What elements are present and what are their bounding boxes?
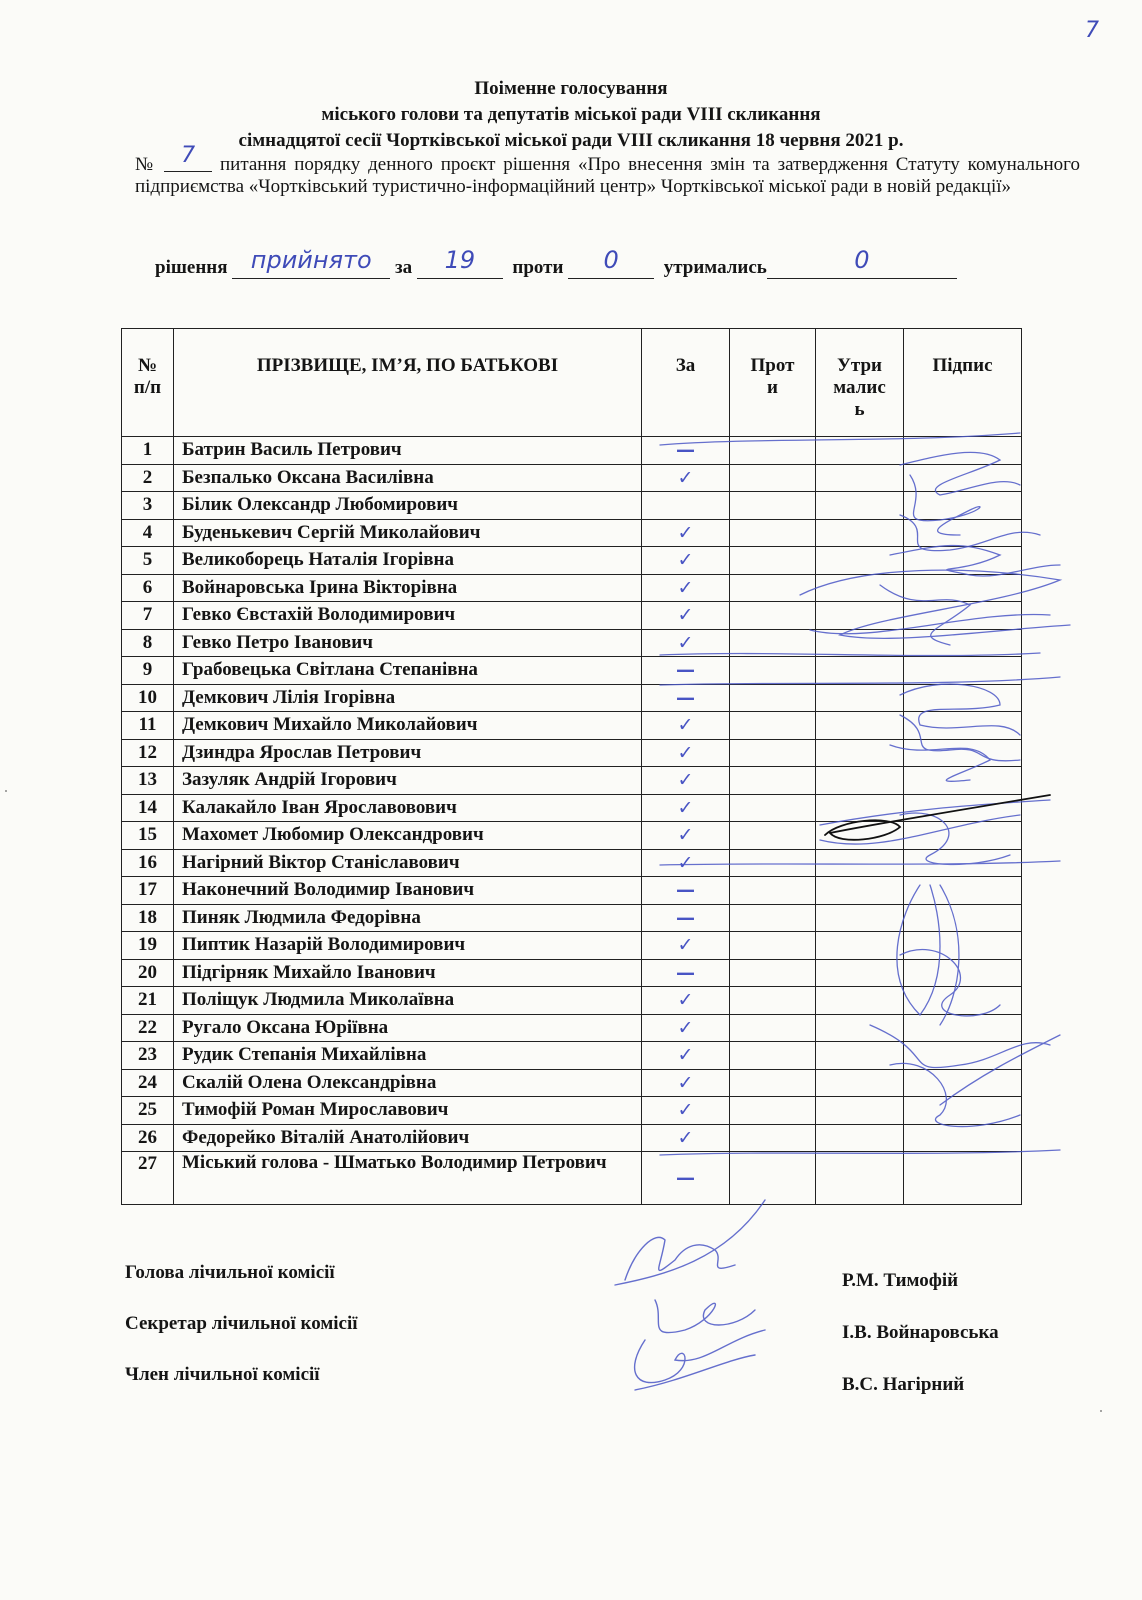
vote-abstained-cell bbox=[816, 547, 904, 575]
vote-for-mark: — bbox=[642, 437, 730, 465]
vote-for-mark: ✓ bbox=[642, 1124, 730, 1152]
table-row bbox=[122, 1097, 1022, 1125]
vote-for-mark: ✓ bbox=[642, 1042, 730, 1070]
vote-for-mark: — bbox=[642, 959, 730, 987]
deputy-name: Войнаровська Ірина Вікторівна bbox=[174, 574, 642, 602]
deputy-name: Поліщук Людмила Миколаївна bbox=[174, 987, 642, 1015]
vote-abstained-cell bbox=[816, 1124, 904, 1152]
table-row bbox=[122, 1014, 1022, 1042]
vote-for-mark: — bbox=[642, 657, 730, 685]
vote-against-cell bbox=[730, 739, 816, 767]
row-number: 23 bbox=[122, 1042, 174, 1070]
document-subtitle: міського голови та депутатів міської ради VIII скликання bbox=[321, 104, 821, 125]
row-number: 14 bbox=[122, 794, 174, 822]
deputy-name: Зазуляк Андрій Ігорович bbox=[174, 767, 642, 795]
vote-against-cell bbox=[730, 684, 816, 712]
deputy-name: Демкович Михайло Миколайович bbox=[174, 712, 642, 740]
member-label: Член лічильної комісії bbox=[125, 1364, 320, 1385]
deputy-name: Підгірняк Михайло Іванович bbox=[174, 959, 642, 987]
session-line: сімнадцятої сесії Чортківської міської ради VIII скликання 18 червня 2021 р. bbox=[238, 130, 904, 151]
table-row bbox=[122, 684, 1022, 712]
vote-against-cell bbox=[730, 464, 816, 492]
vote-abstained-cell bbox=[816, 739, 904, 767]
signature-cell bbox=[904, 1014, 1022, 1042]
signature-cell bbox=[904, 437, 1022, 465]
row-number: 6 bbox=[122, 574, 174, 602]
question-number-field bbox=[164, 143, 212, 172]
row-number: 9 bbox=[122, 657, 174, 685]
table-row bbox=[122, 657, 1022, 685]
vote-abstained-cell bbox=[816, 1152, 904, 1205]
for-label: за bbox=[395, 257, 413, 278]
signature-cell bbox=[904, 464, 1022, 492]
row-number: 8 bbox=[122, 629, 174, 657]
row-number: 15 bbox=[122, 822, 174, 850]
vote-abstained-cell bbox=[816, 987, 904, 1015]
vote-abstained-cell bbox=[816, 794, 904, 822]
deputy-name: Федорейко Віталій Анатолійович bbox=[174, 1124, 642, 1152]
table-row bbox=[122, 767, 1022, 795]
for-field bbox=[417, 246, 503, 279]
vote-for-mark: ✓ bbox=[642, 519, 730, 547]
vote-for-mark: ✓ bbox=[642, 849, 730, 877]
table-header-row bbox=[122, 329, 1022, 437]
vote-abstained-cell bbox=[816, 1042, 904, 1070]
vote-for-mark: ✓ bbox=[642, 602, 730, 630]
vote-for-mark: ✓ bbox=[642, 739, 730, 767]
row-number: 25 bbox=[122, 1097, 174, 1125]
signature-cell bbox=[904, 629, 1022, 657]
vote-for-mark: ✓ bbox=[642, 932, 730, 960]
vote-abstained-cell bbox=[816, 464, 904, 492]
signature-cell bbox=[904, 1042, 1022, 1070]
signature-cell bbox=[904, 959, 1022, 987]
vote-abstained-cell bbox=[816, 959, 904, 987]
signature-cell bbox=[904, 1124, 1022, 1152]
question-number: 7 bbox=[181, 143, 196, 168]
vote-abstained-cell bbox=[816, 849, 904, 877]
vote-for-mark: — bbox=[642, 877, 730, 905]
vote-against-cell bbox=[730, 712, 816, 740]
deputy-name: Білик Олександр Любомирович bbox=[174, 492, 642, 520]
deputy-name: Пиптик Назарій Володимирович bbox=[174, 932, 642, 960]
table-row bbox=[122, 822, 1022, 850]
table-row bbox=[122, 1124, 1022, 1152]
document-title: Поіменне голосування bbox=[474, 78, 668, 99]
vote-for-mark: ✓ bbox=[642, 987, 730, 1015]
signature-cell bbox=[904, 574, 1022, 602]
decision-field bbox=[232, 246, 390, 279]
secretary-name: І.В. Войнаровська bbox=[842, 1322, 999, 1343]
vote-against-cell bbox=[730, 877, 816, 905]
vote-abstained-cell bbox=[816, 822, 904, 850]
vote-for-mark: — bbox=[642, 684, 730, 712]
deputy-name: Демкович Лілія Ігорівна bbox=[174, 684, 642, 712]
signature-cell bbox=[904, 794, 1022, 822]
decision-label: рішення bbox=[155, 257, 228, 278]
vote-against-cell bbox=[730, 629, 816, 657]
decision-line bbox=[155, 246, 957, 279]
vote-abstained-cell bbox=[816, 767, 904, 795]
table-row bbox=[122, 794, 1022, 822]
deputy-name: Гевко Петро Іванович bbox=[174, 629, 642, 657]
vote-abstained-cell bbox=[816, 877, 904, 905]
row-number: 27 bbox=[122, 1152, 174, 1205]
deputy-name: Ругало Оксана Юріївна bbox=[174, 1014, 642, 1042]
deputy-name: Грабовецька Світлана Степанівна bbox=[174, 657, 642, 685]
row-number: 17 bbox=[122, 877, 174, 905]
vote-table bbox=[121, 328, 1022, 1205]
scan-speck bbox=[1100, 1410, 1102, 1412]
vote-against-cell bbox=[730, 1069, 816, 1097]
signature-cell bbox=[904, 739, 1022, 767]
signature-cell bbox=[904, 849, 1022, 877]
table-row bbox=[122, 739, 1022, 767]
vote-abstained-cell bbox=[816, 904, 904, 932]
row-number: 26 bbox=[122, 1124, 174, 1152]
vote-for-mark: ✓ bbox=[642, 574, 730, 602]
vote-against-cell bbox=[730, 437, 816, 465]
vote-for-mark: — bbox=[642, 904, 730, 932]
vote-against-cell bbox=[730, 1014, 816, 1042]
vote-against-cell bbox=[730, 1097, 816, 1125]
signature-cell bbox=[904, 877, 1022, 905]
deputy-name: Нагірний Віктор Станіславович bbox=[174, 849, 642, 877]
vote-against-cell bbox=[730, 1042, 816, 1070]
vote-abstained-cell bbox=[816, 712, 904, 740]
signature-cell bbox=[904, 602, 1022, 630]
vote-abstained-cell bbox=[816, 574, 904, 602]
deputy-name: Наконечний Володимир Іванович bbox=[174, 877, 642, 905]
vote-against-cell bbox=[730, 822, 816, 850]
table-row bbox=[122, 437, 1022, 465]
vote-for-mark: ✓ bbox=[642, 1097, 730, 1125]
signature-cell bbox=[904, 712, 1022, 740]
signature-cell bbox=[904, 519, 1022, 547]
row-number: 12 bbox=[122, 739, 174, 767]
row-number: 24 bbox=[122, 1069, 174, 1097]
vote-abstained-cell bbox=[816, 932, 904, 960]
deputy-name: Калакайло Іван Ярославовович bbox=[174, 794, 642, 822]
deputy-name: Тимофій Роман Мирославович bbox=[174, 1097, 642, 1125]
scan-speck bbox=[5, 790, 7, 792]
signature-cell bbox=[904, 767, 1022, 795]
row-number: 5 bbox=[122, 547, 174, 575]
vote-abstained-cell bbox=[816, 602, 904, 630]
table-row bbox=[122, 987, 1022, 1015]
page-number: 7 bbox=[1085, 18, 1099, 43]
chair-name: Р.М. Тимофій bbox=[842, 1270, 959, 1291]
table-row bbox=[122, 932, 1022, 960]
row-number: 3 bbox=[122, 492, 174, 520]
table-row bbox=[122, 547, 1022, 575]
vote-for-mark: ✓ bbox=[642, 1014, 730, 1042]
vote-abstained-cell bbox=[816, 1097, 904, 1125]
row-number: 19 bbox=[122, 932, 174, 960]
vote-against-cell bbox=[730, 602, 816, 630]
deputy-name: Дзиндра Ярослав Петрович bbox=[174, 739, 642, 767]
vote-against-cell bbox=[730, 987, 816, 1015]
question-text: питання порядку денного проєкт рішення «Про внесення змін та затвердження Статуту комунального підприємства «Чортківський туристично-інформаційний центр» Чортківської міської ради в новій редакції» bbox=[135, 154, 1081, 197]
abstained-value: 0 bbox=[854, 246, 870, 274]
table-row bbox=[122, 712, 1022, 740]
vote-against-cell bbox=[730, 959, 816, 987]
vote-for-mark: ✓ bbox=[642, 712, 730, 740]
vote-against-cell bbox=[730, 849, 816, 877]
for-value: 19 bbox=[444, 246, 476, 274]
vote-abstained-cell bbox=[816, 684, 904, 712]
abstained-label: утримались bbox=[663, 257, 767, 278]
row-number: 10 bbox=[122, 684, 174, 712]
deputy-name: Пиняк Людмила Федорівна bbox=[174, 904, 642, 932]
deputy-name: Рудик Степанія Михайлівна bbox=[174, 1042, 642, 1070]
deputy-name: Безпалько Оксана Василівна bbox=[174, 464, 642, 492]
table-row bbox=[122, 849, 1022, 877]
vote-against-cell bbox=[730, 767, 816, 795]
row-number: 4 bbox=[122, 519, 174, 547]
table-row bbox=[122, 519, 1022, 547]
deputy-name: Батрин Василь Петрович bbox=[174, 437, 642, 465]
vote-against-cell bbox=[730, 794, 816, 822]
row-number: 20 bbox=[122, 959, 174, 987]
secretary-label: Секретар лічильної комісії bbox=[125, 1313, 358, 1334]
vote-against-cell bbox=[730, 657, 816, 685]
deputy-name: Великоборець Наталія Ігорівна bbox=[174, 547, 642, 575]
number-sign: № bbox=[135, 154, 157, 175]
table-row bbox=[122, 574, 1022, 602]
row-number: 16 bbox=[122, 849, 174, 877]
vote-against-cell bbox=[730, 519, 816, 547]
header-for: За bbox=[642, 329, 730, 437]
row-number: 2 bbox=[122, 464, 174, 492]
signature-cell bbox=[904, 547, 1022, 575]
row-number: 11 bbox=[122, 712, 174, 740]
against-label: проти bbox=[512, 257, 564, 278]
vote-abstained-cell bbox=[816, 657, 904, 685]
signature-cell bbox=[904, 904, 1022, 932]
vote-abstained-cell bbox=[816, 519, 904, 547]
signature-cell bbox=[904, 1097, 1022, 1125]
deputy-name: Скалій Олена Олександрівна bbox=[174, 1069, 642, 1097]
row-number: 13 bbox=[122, 767, 174, 795]
header-against: Прот и bbox=[730, 329, 816, 437]
vote-against-cell bbox=[730, 492, 816, 520]
table-row bbox=[122, 602, 1022, 630]
deputy-name: Буденькевич Сергій Миколайович bbox=[174, 519, 642, 547]
vote-for-mark: ✓ bbox=[642, 794, 730, 822]
vote-abstained-cell bbox=[816, 629, 904, 657]
signature-cell bbox=[904, 492, 1022, 520]
signature-cell bbox=[904, 987, 1022, 1015]
deputy-name: Махомет Любомир Олександрович bbox=[174, 822, 642, 850]
header-number: № п/п bbox=[122, 329, 174, 437]
signature-cell bbox=[904, 1152, 1022, 1205]
signature-cell bbox=[904, 822, 1022, 850]
table-row bbox=[122, 629, 1022, 657]
signature-cell bbox=[904, 657, 1022, 685]
row-number: 1 bbox=[122, 437, 174, 465]
vote-against-cell bbox=[730, 574, 816, 602]
row-number: 18 bbox=[122, 904, 174, 932]
vote-against-cell bbox=[730, 904, 816, 932]
table-row bbox=[122, 492, 1022, 520]
row-number: 22 bbox=[122, 1014, 174, 1042]
header-signature: Підпис bbox=[904, 329, 1022, 437]
vote-abstained-cell bbox=[816, 437, 904, 465]
question-description bbox=[135, 143, 1081, 198]
signature-cell bbox=[904, 932, 1022, 960]
vote-against-cell bbox=[730, 1124, 816, 1152]
table-row bbox=[122, 1152, 1022, 1205]
signature-cell bbox=[904, 1069, 1022, 1097]
table-row bbox=[122, 464, 1022, 492]
decision-value: прийнято bbox=[250, 246, 372, 274]
vote-for-mark: — bbox=[642, 1152, 730, 1205]
deputy-name: Гевко Євстахій Володимирович bbox=[174, 602, 642, 630]
vote-for-mark bbox=[642, 492, 730, 520]
vote-abstained-cell bbox=[816, 1014, 904, 1042]
header-name: ПРІЗВИЩЕ, ІМ’Я, ПО БАТЬКОВІ bbox=[174, 329, 642, 437]
vote-for-mark: ✓ bbox=[642, 547, 730, 575]
vote-abstained-cell bbox=[816, 492, 904, 520]
member-name: В.С. Нагірний bbox=[842, 1374, 965, 1395]
table-row bbox=[122, 877, 1022, 905]
vote-for-mark: ✓ bbox=[642, 1069, 730, 1097]
vote-abstained-cell bbox=[816, 1069, 904, 1097]
committee-signatures bbox=[605, 1190, 805, 1410]
table-row bbox=[122, 1069, 1022, 1097]
vote-for-mark: ✓ bbox=[642, 767, 730, 795]
row-number: 21 bbox=[122, 987, 174, 1015]
vote-for-mark: ✓ bbox=[642, 464, 730, 492]
vote-for-mark: ✓ bbox=[642, 629, 730, 657]
vote-for-mark: ✓ bbox=[642, 822, 730, 850]
header-abstained: Утри малис ь bbox=[816, 329, 904, 437]
vote-against-cell bbox=[730, 932, 816, 960]
signature-cell bbox=[904, 684, 1022, 712]
chair-label: Голова лічильної комісії bbox=[125, 1262, 335, 1283]
abstained-field bbox=[767, 246, 957, 279]
table-row bbox=[122, 959, 1022, 987]
row-number: 7 bbox=[122, 602, 174, 630]
table-row bbox=[122, 904, 1022, 932]
vote-against-cell bbox=[730, 547, 816, 575]
against-field bbox=[568, 246, 654, 279]
deputy-name: Міський голова - Шматько Володимир Петрович bbox=[174, 1152, 642, 1205]
table-row bbox=[122, 1042, 1022, 1070]
against-value: 0 bbox=[603, 246, 619, 274]
